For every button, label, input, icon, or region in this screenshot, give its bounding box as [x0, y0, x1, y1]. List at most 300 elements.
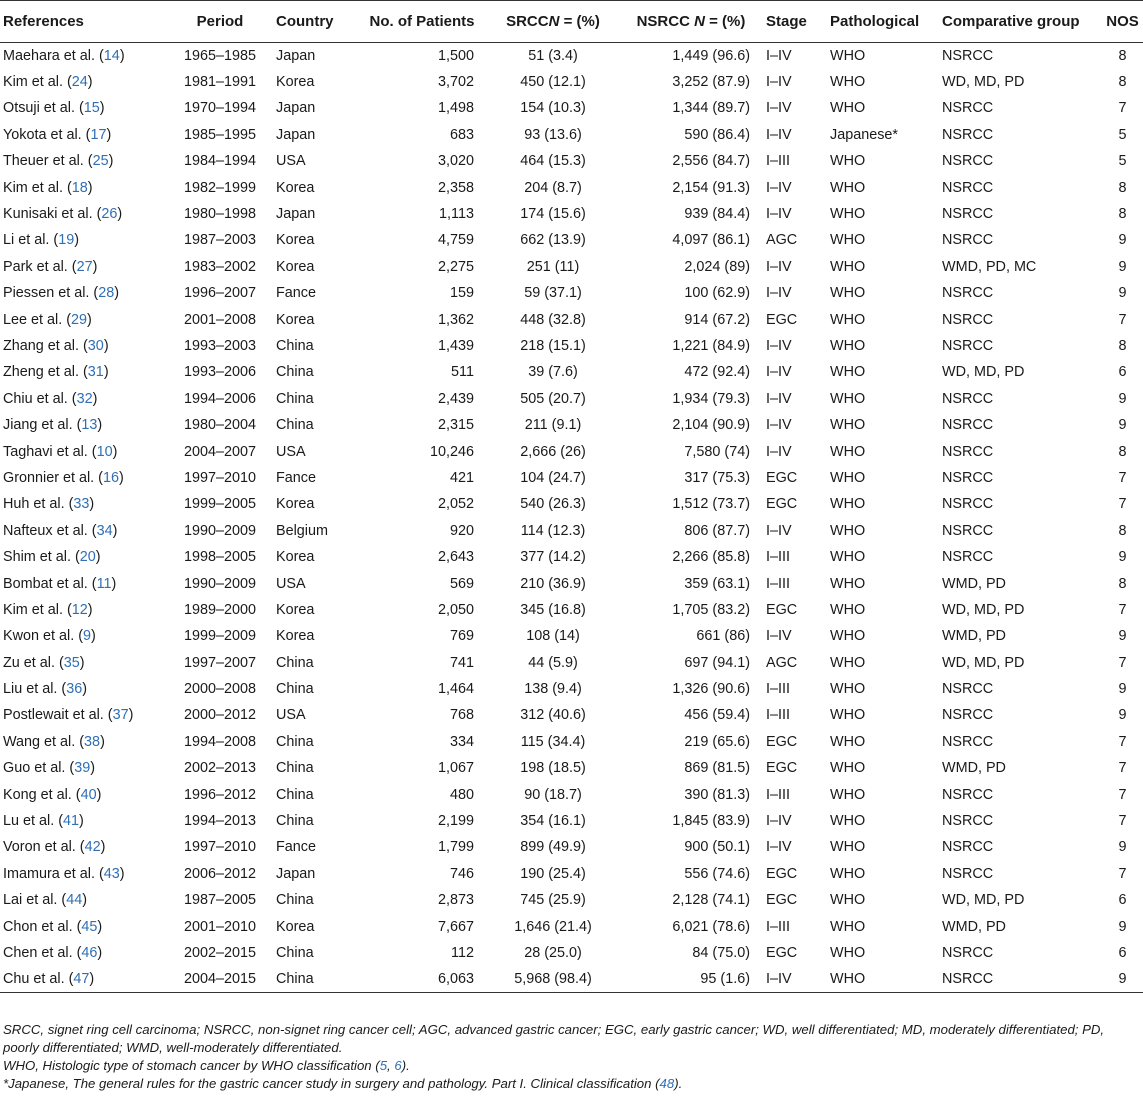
cell-pathological: WHO	[830, 469, 866, 486]
cell-srcc: 138 (9.4)	[524, 681, 582, 698]
cell-period: 1989–2000	[183, 601, 257, 618]
reference-number-link[interactable]: 35	[63, 654, 80, 671]
cell-country: Japan	[276, 206, 316, 223]
reference-close-paren: )	[103, 337, 109, 354]
cell-nsrcc: 95 (1.6)	[620, 966, 762, 992]
cell-reference	[0, 808, 168, 834]
cell-reference	[0, 43, 168, 69]
cell-nsrcc: 84 (75.0)	[692, 944, 750, 961]
cell-country: China	[276, 760, 314, 777]
cell-patients: 112	[451, 944, 474, 961]
cell-patients: 2,439	[437, 390, 474, 407]
cell-pathological: WHO	[830, 390, 866, 407]
footnote-abbreviations: SRCC, signet ring cell carcinoma; NSRCC, non-signet ring cancer cell; AGC, advanced gastric cancer; EGC, early gastric cancer; WD, well differentiated; MD, moderately differentiated; PD, poorly differentiated; WMD, well-moderately differentiated.	[3, 1022, 1105, 1055]
reference-number-link[interactable]: 34	[96, 522, 113, 539]
cell-srcc: 190 (25.4)	[520, 865, 586, 882]
cell-srcc: 44 (5.9)	[528, 654, 578, 671]
table-row	[0, 808, 1143, 834]
reference-author: Otsuji et al. (	[3, 100, 84, 117]
cell-srcc: 1,646 (21.4)	[514, 918, 592, 935]
footnote-who-ref-link[interactable]: 6	[394, 1058, 402, 1073]
reference-number-link[interactable]: 31	[87, 364, 104, 381]
cell-nos: 7	[1118, 654, 1127, 671]
footnote-who-sep: ,	[387, 1058, 395, 1073]
reference-number-link[interactable]: 25	[92, 153, 109, 170]
table-row	[0, 148, 1143, 174]
cell-period: 1982–1999	[183, 179, 257, 196]
cell-stage: I–IV	[766, 47, 792, 64]
reference-author: Li et al. (	[3, 232, 59, 249]
cell-country: Belgium	[276, 522, 328, 539]
cell-nos: 9	[1118, 232, 1127, 249]
cell-pathological: WHO	[830, 417, 866, 434]
cell-srcc: 448 (32.8)	[520, 311, 586, 328]
reference-author: Taghavi et al. (	[3, 443, 97, 460]
cell-stage: I–IV	[766, 285, 792, 302]
cell-nsrcc: 939 (84.4)	[684, 206, 750, 223]
cell-reference	[0, 570, 168, 596]
cell-stage: I–IV	[766, 74, 792, 91]
cell-comparative-group: NSRCC	[942, 443, 994, 460]
table-row	[0, 544, 1143, 570]
reference-number-link[interactable]: 37	[112, 707, 129, 724]
cell-stage: EGC	[766, 892, 798, 909]
cell-srcc: 210 (36.9)	[520, 575, 586, 592]
cell-pathological: WHO	[830, 575, 866, 592]
cell-nos: 9	[1118, 258, 1127, 275]
reference-close-paren: )	[100, 733, 105, 750]
reference-number-link[interactable]: 9	[83, 628, 92, 645]
cell-period: 1994–2013	[183, 813, 257, 830]
cell-period: 1999–2009	[183, 628, 257, 645]
cell-period: 2000–2012	[183, 707, 257, 724]
reference-number-link[interactable]: 33	[73, 496, 90, 513]
reference-author: Voron et al. (	[3, 839, 85, 856]
cell-srcc: 198 (18.5)	[520, 760, 586, 777]
reference-number-link[interactable]: 18	[71, 179, 88, 196]
table-row	[0, 913, 1143, 939]
header-patients: No. of Patients	[358, 1, 486, 43]
cell-comparative-group: WMD, PD	[942, 760, 1006, 777]
cell-nsrcc: 556 (74.6)	[684, 865, 750, 882]
cell-nsrcc: 1,221 (84.9)	[672, 337, 750, 354]
reference-author: Kunisaki et al. (	[3, 206, 102, 223]
cell-srcc: 154 (10.3)	[520, 100, 586, 117]
cell-comparative-group: WD, MD, PD	[942, 364, 1025, 381]
table-row	[0, 227, 1143, 253]
cell-period: 2001–2008	[183, 311, 257, 328]
reference-author: Kong et al. (	[3, 786, 81, 803]
cell-pathological: WHO	[830, 654, 866, 671]
footnote-who-ref-link[interactable]: 5	[379, 1058, 388, 1073]
cell-nos: 9	[1118, 707, 1127, 724]
cell-pathological: WHO	[830, 443, 866, 460]
cell-nos: 8	[1118, 179, 1127, 196]
cell-country: Korea	[276, 311, 315, 328]
reference-author: Park et al. (	[3, 258, 77, 275]
cell-stage: I–III	[766, 918, 790, 935]
cell-country: Korea	[276, 549, 315, 566]
reference-number-link[interactable]: 28	[98, 285, 115, 302]
cell-reference	[0, 861, 168, 887]
reference-number-link[interactable]: 24	[71, 74, 88, 91]
cell-nsrcc: 1,512 (73.7)	[672, 496, 750, 513]
cell-reference	[0, 69, 168, 95]
table-row	[0, 729, 1143, 755]
cell-reference	[0, 834, 168, 860]
cell-srcc: 251 (11)	[526, 258, 580, 275]
cell-period: 1970–1994	[183, 100, 257, 117]
cell-nsrcc: 2,024 (89)	[684, 258, 750, 275]
cell-nsrcc: 100 (62.9)	[684, 285, 750, 302]
reference-author: Yokota et al. (	[3, 126, 91, 143]
cell-nos: 8	[1118, 206, 1127, 223]
cell-period: 1999–2005	[183, 496, 257, 513]
cell-country: China	[276, 786, 314, 803]
cell-comparative-group: NSRCC	[942, 179, 994, 196]
reference-number-link[interactable]: 44	[66, 892, 83, 909]
cell-nos: 5	[1118, 126, 1127, 143]
table-row	[0, 570, 1143, 596]
table-row	[0, 518, 1143, 544]
cell-period: 1987–2003	[183, 232, 257, 249]
cell-reference	[0, 649, 168, 675]
cell-stage: EGC	[766, 601, 798, 618]
reference-number-link[interactable]: 17	[90, 126, 107, 143]
reference-number-link[interactable]: 12	[71, 601, 88, 618]
table-row	[0, 940, 1143, 966]
cell-period: 1994–2006	[183, 390, 257, 407]
cell-srcc: 104 (24.7)	[520, 469, 586, 486]
cell-reference	[0, 518, 168, 544]
cell-period: 1994–2008	[183, 733, 257, 750]
cell-reference	[0, 491, 168, 517]
cell-patients: 2,643	[437, 549, 474, 566]
cell-pathological: WHO	[830, 601, 866, 618]
reference-number-link[interactable]: 47	[73, 971, 90, 988]
footnote-who	[3, 1057, 1141, 1075]
cell-period: 1996–2012	[183, 786, 257, 803]
cell-period: 1997–2007	[183, 654, 257, 671]
cell-period: 1983–2002	[183, 258, 257, 275]
cell-comparative-group: NSRCC	[942, 417, 994, 434]
cell-reference	[0, 306, 168, 332]
reference-number-link[interactable]: 29	[71, 311, 88, 328]
cell-nos: 7	[1118, 100, 1127, 117]
reference-number-link[interactable]: 19	[58, 232, 75, 249]
reference-number-link[interactable]: 27	[76, 258, 93, 275]
cell-pathological: WHO	[830, 813, 866, 830]
cell-comparative-group: NSRCC	[942, 47, 994, 64]
header-row	[0, 1, 1143, 43]
cell-nos: 7	[1118, 469, 1127, 486]
cell-comparative-group: NSRCC	[942, 813, 994, 830]
reference-number-link[interactable]: 38	[84, 733, 101, 750]
cell-nsrcc: 661 (86)	[696, 628, 750, 645]
cell-nos: 7	[1118, 733, 1127, 750]
cell-nos: 5	[1118, 153, 1127, 170]
cell-stage: I–IV	[766, 839, 792, 856]
reference-number-link[interactable]: 41	[63, 813, 80, 830]
cell-country: Korea	[276, 258, 315, 275]
table-row	[0, 438, 1143, 464]
cell-country: China	[276, 364, 314, 381]
reference-number-link[interactable]: 16	[102, 469, 119, 486]
cell-nsrcc: 900 (50.1)	[684, 839, 750, 856]
header-nsrcc-prefix: NSRCC	[636, 13, 695, 30]
reference-number-link[interactable]: 36	[66, 681, 83, 698]
reference-author: Piessen et al. (	[3, 285, 99, 302]
cell-patients: 1,799	[437, 839, 474, 856]
reference-author: Kim et al. (	[3, 74, 72, 91]
header-nsrcc-n: N	[694, 13, 705, 30]
cell-reference	[0, 597, 168, 623]
table-row	[0, 95, 1143, 121]
cell-patients: 741	[449, 654, 474, 671]
cell-comparative-group: NSRCC	[942, 786, 994, 803]
cell-stage: I–IV	[766, 628, 792, 645]
reference-number-link[interactable]: 42	[84, 839, 101, 856]
cell-reference	[0, 940, 168, 966]
reference-author: Theuer et al. (	[3, 153, 93, 170]
reference-author: Jiang et al. (	[3, 417, 82, 434]
cell-reference	[0, 122, 168, 148]
cell-pathological: Japanese*	[830, 126, 899, 143]
cell-reference	[0, 755, 168, 781]
cell-srcc: 745 (25.9)	[520, 892, 586, 909]
cell-reference	[0, 227, 168, 253]
cell-comparative-group: NSRCC	[938, 966, 1102, 992]
cell-patients: 1,113	[439, 206, 474, 223]
cell-pathological: WHO	[830, 311, 866, 328]
cell-country: China	[276, 337, 314, 354]
table-row	[0, 280, 1143, 306]
reference-close-paren: )	[92, 390, 98, 407]
table-row	[0, 174, 1143, 200]
reference-number-link[interactable]: 39	[74, 760, 91, 777]
cell-pathological: WHO	[830, 232, 866, 249]
cell-comparative-group: NSRCC	[942, 126, 994, 143]
header-pathological: Pathological	[826, 1, 938, 43]
reference-author: Bombat et al. (	[3, 575, 97, 592]
cell-comparative-group: WD, MD, PD	[942, 601, 1025, 618]
table-row	[0, 491, 1143, 517]
reference-close-paren: )	[95, 549, 101, 566]
cell-nos: 9	[1118, 285, 1127, 302]
cell-nsrcc: 697 (94.1)	[684, 654, 750, 671]
reference-number-link[interactable]: 14	[103, 47, 120, 64]
cell-nos: 7	[1118, 601, 1127, 618]
cell-srcc: 51 (3.4)	[528, 47, 578, 64]
cell-comparative-group: NSRCC	[942, 469, 994, 486]
cell-nos: 8	[1118, 522, 1127, 539]
cell-pathological: WHO	[826, 966, 938, 992]
table-row	[0, 201, 1143, 227]
reference-number-link[interactable]: 45	[81, 918, 98, 935]
cell-nsrcc: 1,344 (89.7)	[672, 100, 750, 117]
table-row	[0, 781, 1143, 807]
cell-reference	[0, 333, 168, 359]
cell-comparative-group: WMD, PD	[942, 628, 1006, 645]
cell-srcc: 354 (16.1)	[520, 813, 586, 830]
cell-nos: 6	[1118, 892, 1127, 909]
reference-close-paren: )	[108, 153, 114, 170]
footnote-japanese-ref-link[interactable]: 48	[659, 1076, 675, 1091]
cell-patients: 2,315	[437, 417, 474, 434]
cell-reference	[0, 174, 168, 200]
cell-nsrcc: 456 (59.4)	[684, 707, 750, 724]
cell-period: 1980–2004	[183, 417, 257, 434]
cell-stage: I–IV	[762, 966, 826, 992]
cell-reference	[0, 254, 168, 280]
cell-reference	[0, 966, 168, 992]
cell-reference	[0, 438, 168, 464]
cell-srcc: 90 (18.7)	[524, 786, 582, 803]
cell-period: 1993–2006	[183, 364, 257, 381]
cell-patients: 1,500	[437, 47, 474, 64]
reference-close-paren: )	[87, 601, 93, 618]
reference-author: Chon et al. (	[3, 918, 82, 935]
reference-number-link[interactable]: 30	[87, 337, 104, 354]
reference-close-paren: )	[97, 417, 103, 434]
reference-close-paren: )	[89, 496, 95, 513]
cell-pathological: WHO	[830, 549, 866, 566]
reference-close-paren: )	[119, 865, 125, 882]
cell-patients: 3,702	[437, 74, 474, 91]
reference-author: Zu et al. (	[3, 654, 64, 671]
cell-reference	[0, 702, 168, 728]
cell-country: China	[276, 944, 314, 961]
cell-pathological: WHO	[830, 100, 866, 117]
cell-nos: 9	[1102, 966, 1143, 992]
table-header	[0, 1, 1143, 43]
cell-srcc: 505 (20.7)	[520, 390, 586, 407]
cell-period: 1984–1994	[183, 153, 257, 170]
cell-comparative-group: NSRCC	[942, 549, 994, 566]
table-footnotes	[3, 1021, 1141, 1093]
cell-period: 1987–2005	[183, 892, 257, 909]
cell-nsrcc: 1,934 (79.3)	[672, 390, 750, 407]
cell-patients: 1,439	[437, 337, 474, 354]
reference-number-link[interactable]: 32	[76, 390, 93, 407]
reference-number-link[interactable]: 10	[96, 443, 113, 460]
reference-close-paren: )	[97, 944, 103, 961]
cell-comparative-group: NSRCC	[942, 733, 994, 750]
reference-close-paren: )	[128, 707, 134, 724]
reference-author: Postlewait et al. (	[3, 707, 113, 724]
table-row	[0, 333, 1143, 359]
reference-author: Lu et al. (	[3, 813, 63, 830]
reference-close-paren: )	[111, 575, 117, 592]
reference-number-link[interactable]: 13	[81, 417, 98, 434]
cell-comparative-group: WD, MD, PD	[942, 654, 1025, 671]
cell-stage: EGC	[766, 469, 798, 486]
cell-reference	[0, 729, 168, 755]
table-row	[0, 755, 1143, 781]
cell-nsrcc: 1,326 (90.6)	[672, 681, 750, 698]
cell-country: Korea	[276, 496, 315, 513]
cell-pathological: WHO	[830, 364, 866, 381]
cell-patients: 2,052	[437, 496, 474, 513]
cell-country: China	[276, 417, 314, 434]
reference-number-link[interactable]: 46	[81, 944, 98, 961]
reference-number-link[interactable]: 26	[101, 206, 118, 223]
reference-number-link[interactable]: 11	[96, 575, 112, 592]
cell-srcc: 59 (37.1)	[524, 285, 582, 302]
header-srcc-suffix: = (%)	[559, 13, 600, 30]
cell-stage: I–IV	[766, 390, 792, 407]
cell-period: 1990–2009	[183, 575, 257, 592]
header-nos: NOS	[1102, 1, 1143, 43]
cell-srcc: 450 (12.1)	[520, 74, 586, 91]
table-row	[0, 69, 1143, 95]
cell-stage: I–III	[766, 707, 790, 724]
cell-nos: 9	[1118, 628, 1127, 645]
cell-nsrcc: 472 (92.4)	[684, 364, 750, 381]
cell-patients: 480	[449, 786, 474, 803]
cell-comparative-group: NSRCC	[942, 337, 994, 354]
cell-country: China	[276, 654, 314, 671]
cell-stage: I–IV	[766, 100, 792, 117]
reference-close-paren: )	[117, 206, 123, 223]
cell-reference	[0, 676, 168, 702]
cell-pathological: WHO	[830, 337, 866, 354]
cell-nos: 9	[1118, 390, 1127, 407]
cell-stage: I–IV	[766, 364, 792, 381]
cell-nos: 7	[1118, 786, 1127, 803]
cell-nos: 7	[1118, 496, 1127, 513]
reference-author: Maehara et al. (	[3, 47, 104, 64]
table-row	[0, 676, 1143, 702]
cell-country: China	[276, 813, 314, 830]
cell-country: Japan	[276, 126, 316, 143]
cell-pathological: WHO	[830, 865, 866, 882]
cell-stage: I–IV	[766, 206, 792, 223]
reference-author: Kim et al. (	[3, 179, 72, 196]
cell-pathological: WHO	[830, 681, 866, 698]
cell-country: Fance	[276, 839, 316, 856]
cell-country: China	[276, 681, 314, 698]
reference-number-link[interactable]: 15	[83, 100, 100, 117]
cell-patients: 768	[449, 707, 474, 724]
cell-srcc: 28 (25.0)	[524, 944, 582, 961]
cell-nsrcc: 2,154 (91.3)	[672, 179, 750, 196]
reference-close-paren: )	[79, 813, 84, 830]
cell-period: 1981–1991	[183, 74, 257, 91]
cell-nsrcc: 806 (87.7)	[684, 522, 750, 539]
cell-comparative-group: WMD, PD	[942, 918, 1006, 935]
header-srcc	[486, 1, 620, 43]
reference-number-link[interactable]: 40	[80, 786, 97, 803]
cell-nos: 8	[1118, 47, 1127, 64]
cell-period: 2001–2010	[183, 918, 257, 935]
cell-country: China	[276, 892, 314, 909]
cell-nsrcc: 869 (81.5)	[684, 760, 750, 777]
reference-close-paren: )	[89, 971, 95, 988]
footnote-who-text: WHO, Histologic type of stomach cancer by WHO classification (	[3, 1058, 380, 1073]
reference-number-link[interactable]: 20	[79, 549, 96, 566]
header-srcc-prefix: SRCC	[506, 13, 549, 30]
cell-reference	[0, 280, 168, 306]
table-row	[0, 465, 1143, 491]
reference-author: Guo et al. (	[3, 760, 75, 777]
cell-stage: I–IV	[766, 258, 792, 275]
reference-author: Chen et al. (	[3, 944, 82, 961]
table-row	[0, 386, 1143, 412]
reference-number-link[interactable]: 43	[103, 865, 120, 882]
cell-nsrcc: 219 (65.6)	[684, 733, 750, 750]
cell-srcc: 899 (49.9)	[520, 839, 586, 856]
